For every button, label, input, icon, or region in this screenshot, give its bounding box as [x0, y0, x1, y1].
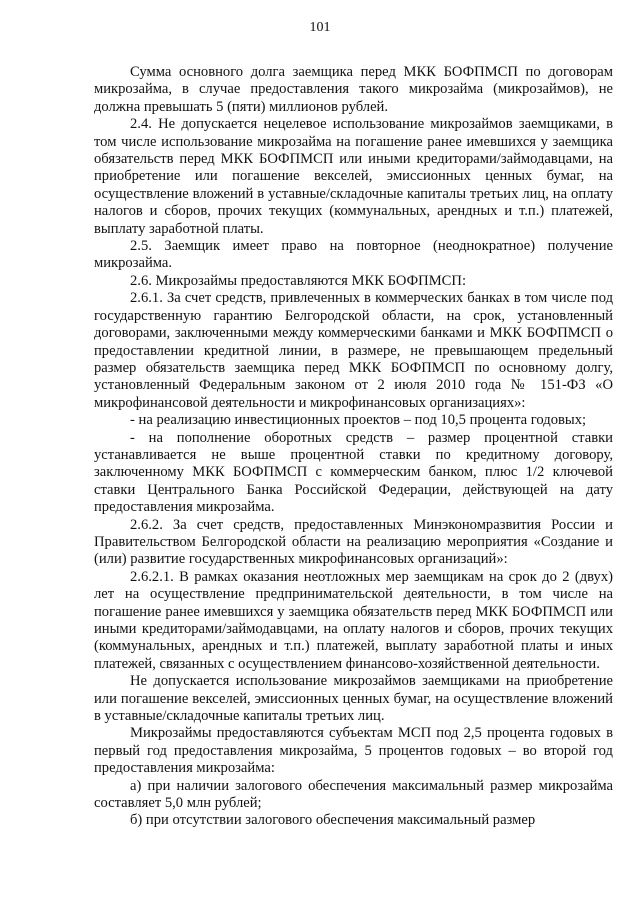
- paragraph-rates: Микрозаймы предоставляются субъектам МСП под 2,5 процента годовых в первый год предоставления микрозайма, 5 процентов годовых – во второй год предоставления микрозайма:: [94, 725, 613, 777]
- paragraph-2-5: 2.5. Заемщик имеет право на повторное (неоднократное) получение микрозайма.: [94, 238, 613, 272]
- paragraph-2-6-2: 2.6.2. За счет средств, предоставленных Минэкономразвития России и Правительством Белгородской области на реализацию мероприятия «Создание и (или) развитие государственных микрофинансовых организаций»:: [94, 516, 613, 568]
- paragraph-without-collateral: б) при отсутствии залогового обеспечения максимальный размер: [130, 812, 536, 829]
- paragraph-2-6-1: 2.6.1. За счет средств, привлеченных в коммерческих банках в том числе под государственную гарантию Белгородской области, на срок, установленный договорами, заключенными между коммерческими банками и МКК БОФПМСП о предоставлении кредитной линии, в размере, не превышающем предельный размер обязательств заемщика перед МКК БОФПМСП по основному долгу, установленный Федеральным законом от 2 июля 2010 года № 151-ФЗ «О микрофинансовой деятельности и микрофинансовых организациях»:: [94, 290, 613, 411]
- paragraph-investment-rate: - на реализацию инвестиционных проектов – под 10,5 процента годовых;: [130, 412, 587, 429]
- paragraph-2-6-2-1: 2.6.2.1. В рамках оказания неотложных мер заемщикам на срок до 2 (двух) лет на осуществление предпринимательской деятельности, в том числе на погашение ранее имевшихся у заемщика обязательств перед МКК БОФПМСП или иными кредиторами/займодавцами, на оплату налогов и сборов, прочих текущих (коммунальных, арендных и т.п.) платежей, выплату заработной платы и иных платежей, связанных с осуществлением финансово-хозяйственной деятельности.: [94, 568, 613, 672]
- paragraph-2-6: 2.6. Микрозаймы предоставляются МКК БОФПМСП:: [130, 272, 466, 289]
- paragraph-2-4: 2.4. Не допускается нецелевое использование микрозаймов заемщиками, в том числе использование микрозайма на погашение ранее имевшихся у заемщика обязательств перед МКК БОФПМСП или иными кредиторами/займодавцами, на приобретение или погашение векселей, эмиссионных ценных бумаг, на осуществление вложений в уставные/складочные капиталы третьих лиц, на оплату налогов и сборов, прочих текущих (коммунальных, арендных и т.п.) платежей, выплату заработной платы.: [94, 116, 613, 237]
- page-number: 101: [309, 20, 331, 35]
- paragraph-working-capital-rate: - на пополнение оборотных средств – размер процентной ставки устанавливается не выше процентной ставки по кредитному договору, заключенному МКК БОФПМСП с коммерческим банком, плюс 1/2 ключевой ставки Центрального Банка Российской Федерации, действующей на дату предоставления микрозайма.: [94, 429, 613, 516]
- paragraph-prohibited-use: Не допускается использование микрозаймов заемщиками на приобретение или погашение векселей, эмиссионных ценных бумаг, на осуществление вложений в уставные/складочные капиталы третьих лиц.: [94, 673, 613, 725]
- paragraph-with-collateral: а) при наличии залогового обеспечения максимальный размер микрозайма составляет 5,0 млн рублей;: [94, 777, 613, 812]
- paragraph-principal-limit: Сумма основного долга заемщика перед МКК БОФПМСП по договорам микрозайма, в случае предоставления такого микрозайма (микрозаймов), не должна превышать 5 (пяти) миллионов рублей.: [94, 64, 613, 115]
- document-body: [94, 64, 613, 830]
